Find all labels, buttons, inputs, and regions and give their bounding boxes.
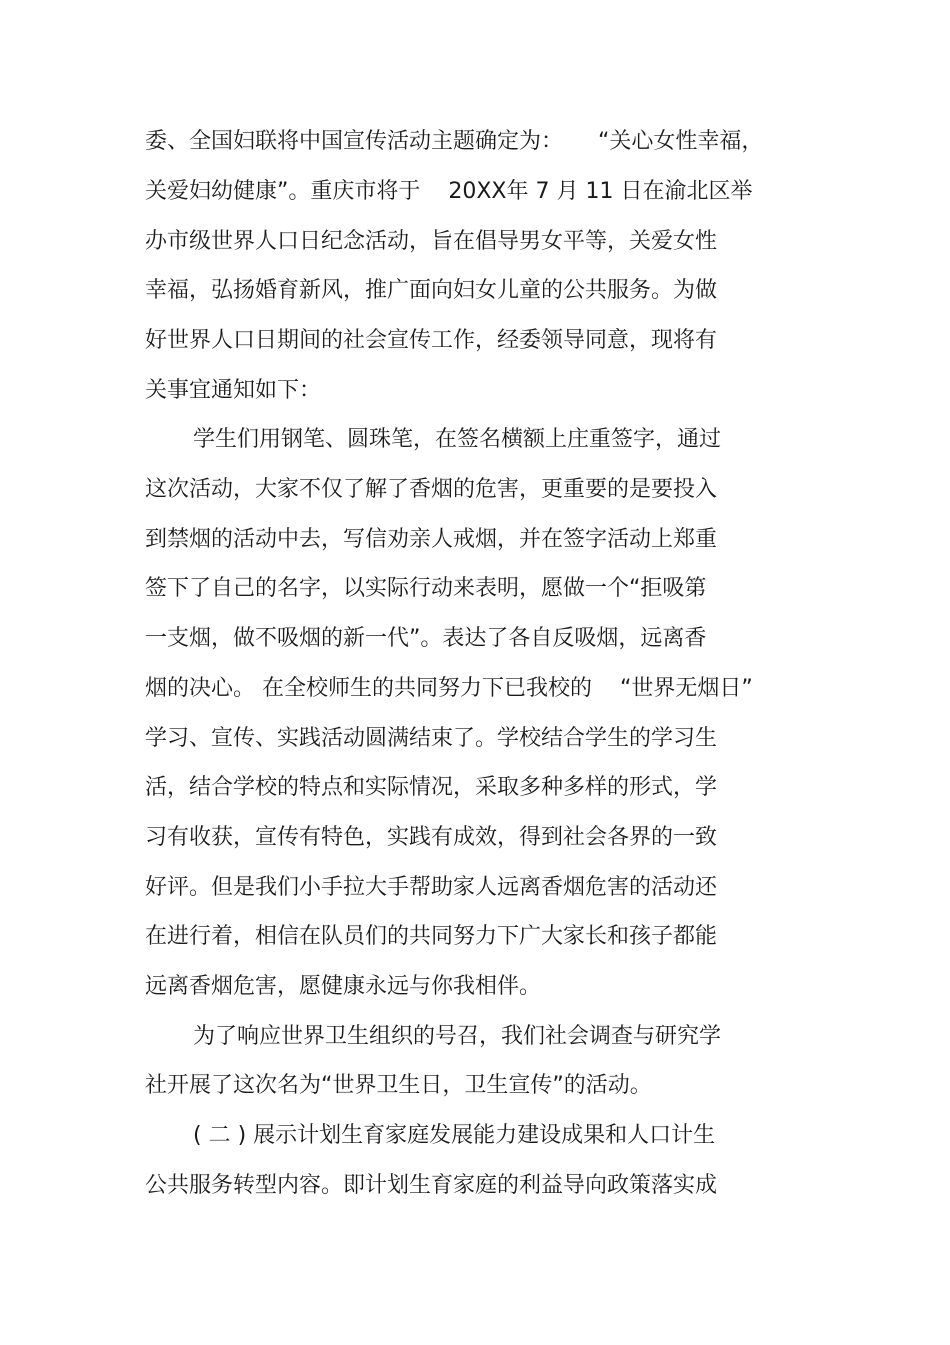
text-line-22: 公共服务转型内容。即计划生育家庭的利益导向政策落实成 [145,1173,718,1198]
text-line-11: 一支烟，做不吸烟的新一代”。表达了各自反吸烟，远离香 [145,626,707,651]
text-line-1: 委、全国妇联将中国宣传活动主题确定为： “关心女性幸福， [145,129,764,154]
text-line-5: 好世界人口日期间的社会宣传工作，经委领导同意，现将有 [145,328,718,353]
text-line-9: 到禁烟的活动中去，写信劝亲人戒烟，并在签字活动上郑重 [145,527,718,552]
text-line-10: 签下了自己的名字，以实际行动来表明，愿做一个“拒吸第 [145,576,707,601]
text-line-6: 关事宜通知如下： [145,378,322,403]
text-line-18: 远离香烟危害，愿健康永远与你我相伴。 [145,974,542,999]
text-line-20: 社开展了这次名为“世界卫生日，卫生宣传”的活动。 [145,1073,652,1098]
text-line-17: 在进行着，相信在队员们的共同努力下广大家长和孩子都能 [145,924,718,949]
text-line-4: 幸福，弘扬婚育新风，推广面向妇女儿童的公共服务。为做 [145,278,718,303]
text-line-16: 好评。但是我们小手拉大手帮助家人远离香烟危害的活动还 [145,875,718,900]
text-line-7: 学生们用钢笔、圆珠笔，在签名横额上庄重签字，通过 [193,427,722,452]
text-line-13: 学习、宣传、实践活动圆满结束了。学校结合学生的学习生 [145,726,718,751]
text-line-2: 关爱妇幼健康”。重庆市将于 20XX年 7 月 11 日在渝北区举 [145,179,753,204]
text-line-3: 办市级世界人口日纪念活动，旨在倡导男女平等，关爱女性 [145,229,718,254]
text-line-15: 习有收获，宣传有特色，实践有成效，得到社会各界的一致 [145,825,718,850]
text-line-19: 为了响应世界卫生组织的号召，我们社会调查与研究学 [193,1024,722,1049]
text-line-21: ( 二 ) 展示计划生育家庭发展能力建设成果和人口计生 [193,1123,716,1148]
text-line-12: 烟的决心。 在全校师生的共同努力下已我校的 “世界无烟日” [145,676,753,701]
text-line-14: 活，结合学校的特点和实际情况，采取多种多样的形式，学 [145,775,718,800]
text-line-8: 这次活动，大家不仅了解了香烟的危害，更重要的是要投入 [145,477,718,502]
